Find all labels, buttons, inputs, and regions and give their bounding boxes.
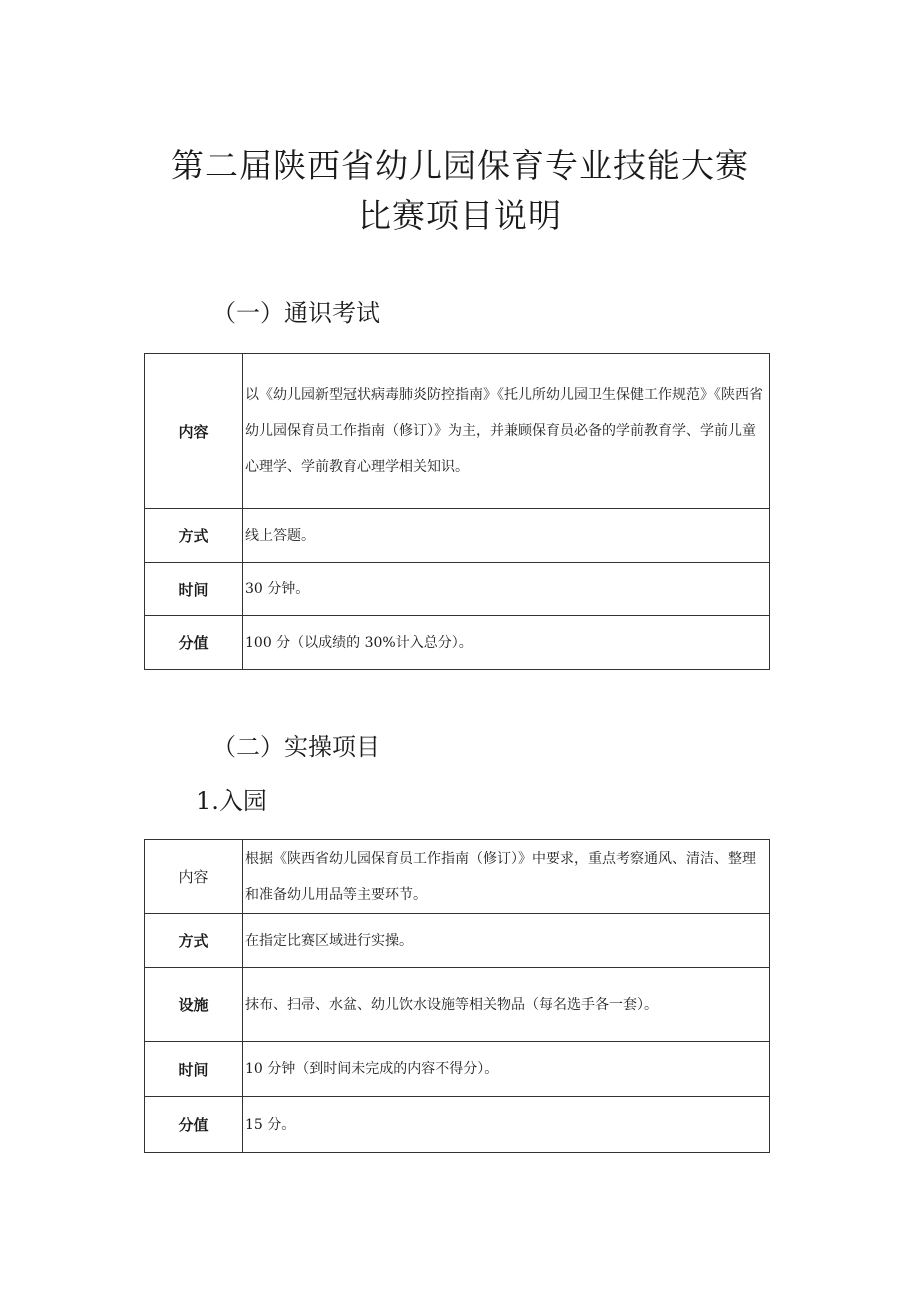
table-row [145, 840, 770, 914]
row-value: 30 分钟。 [243, 563, 770, 616]
row-label: 分值 [145, 1097, 243, 1153]
table-row [145, 354, 770, 509]
table-row [145, 968, 770, 1042]
row-value: 15 分。 [243, 1097, 770, 1153]
table-row [145, 509, 770, 563]
row-value: 线上答题。 [243, 509, 770, 563]
general-exam-table [144, 353, 770, 670]
row-value: 根据《陕西省幼儿园保育员工作指南（修订）》中要求，重点考察通风、清洁、整理和准备幼儿用品等主要环节。 [243, 840, 770, 914]
row-label: 时间 [145, 1042, 243, 1097]
row-label: 方式 [145, 914, 243, 968]
row-label: 方式 [145, 509, 243, 563]
table-row [145, 914, 770, 968]
table-row [145, 1042, 770, 1097]
row-value: 抹布、扫帚、水盆、幼儿饮水设施等相关物品（每名选手各一套）。 [243, 968, 770, 1042]
row-label: 设施 [145, 968, 243, 1042]
row-value: 以《幼儿园新型冠状病毒肺炎防控指南》《托儿所幼儿园卫生保健工作规范》《陕西省幼儿园保育员工作指南（修订）》为主，并兼顾保育员必备的学前教育学、学前儿童心理学、学前教育心理学相关知识。 [243, 354, 770, 509]
row-label: 时间 [145, 563, 243, 616]
subsection-heading-entry: 1.入园 [196, 787, 267, 815]
section-heading-general-exam: （一）通识考试 [212, 299, 380, 327]
document-subtitle: 比赛项目说明 [358, 196, 562, 235]
row-value: 10 分钟（到时间未完成的内容不得分）。 [243, 1042, 770, 1097]
table-row [145, 616, 770, 670]
row-label: 内容 [145, 840, 243, 914]
table-row [145, 1097, 770, 1153]
row-label: 分值 [145, 616, 243, 670]
entry-practical-table [144, 839, 770, 1153]
document-title: 第二届陕西省幼儿园保育专业技能大赛 [171, 146, 749, 185]
table-row [145, 563, 770, 616]
row-value: 在指定比赛区域进行实操。 [243, 914, 770, 968]
row-value: 100 分（以成绩的 30%计入总分）。 [243, 616, 770, 670]
section-heading-practical: （二）实操项目 [212, 733, 380, 761]
row-label: 内容 [145, 354, 243, 509]
